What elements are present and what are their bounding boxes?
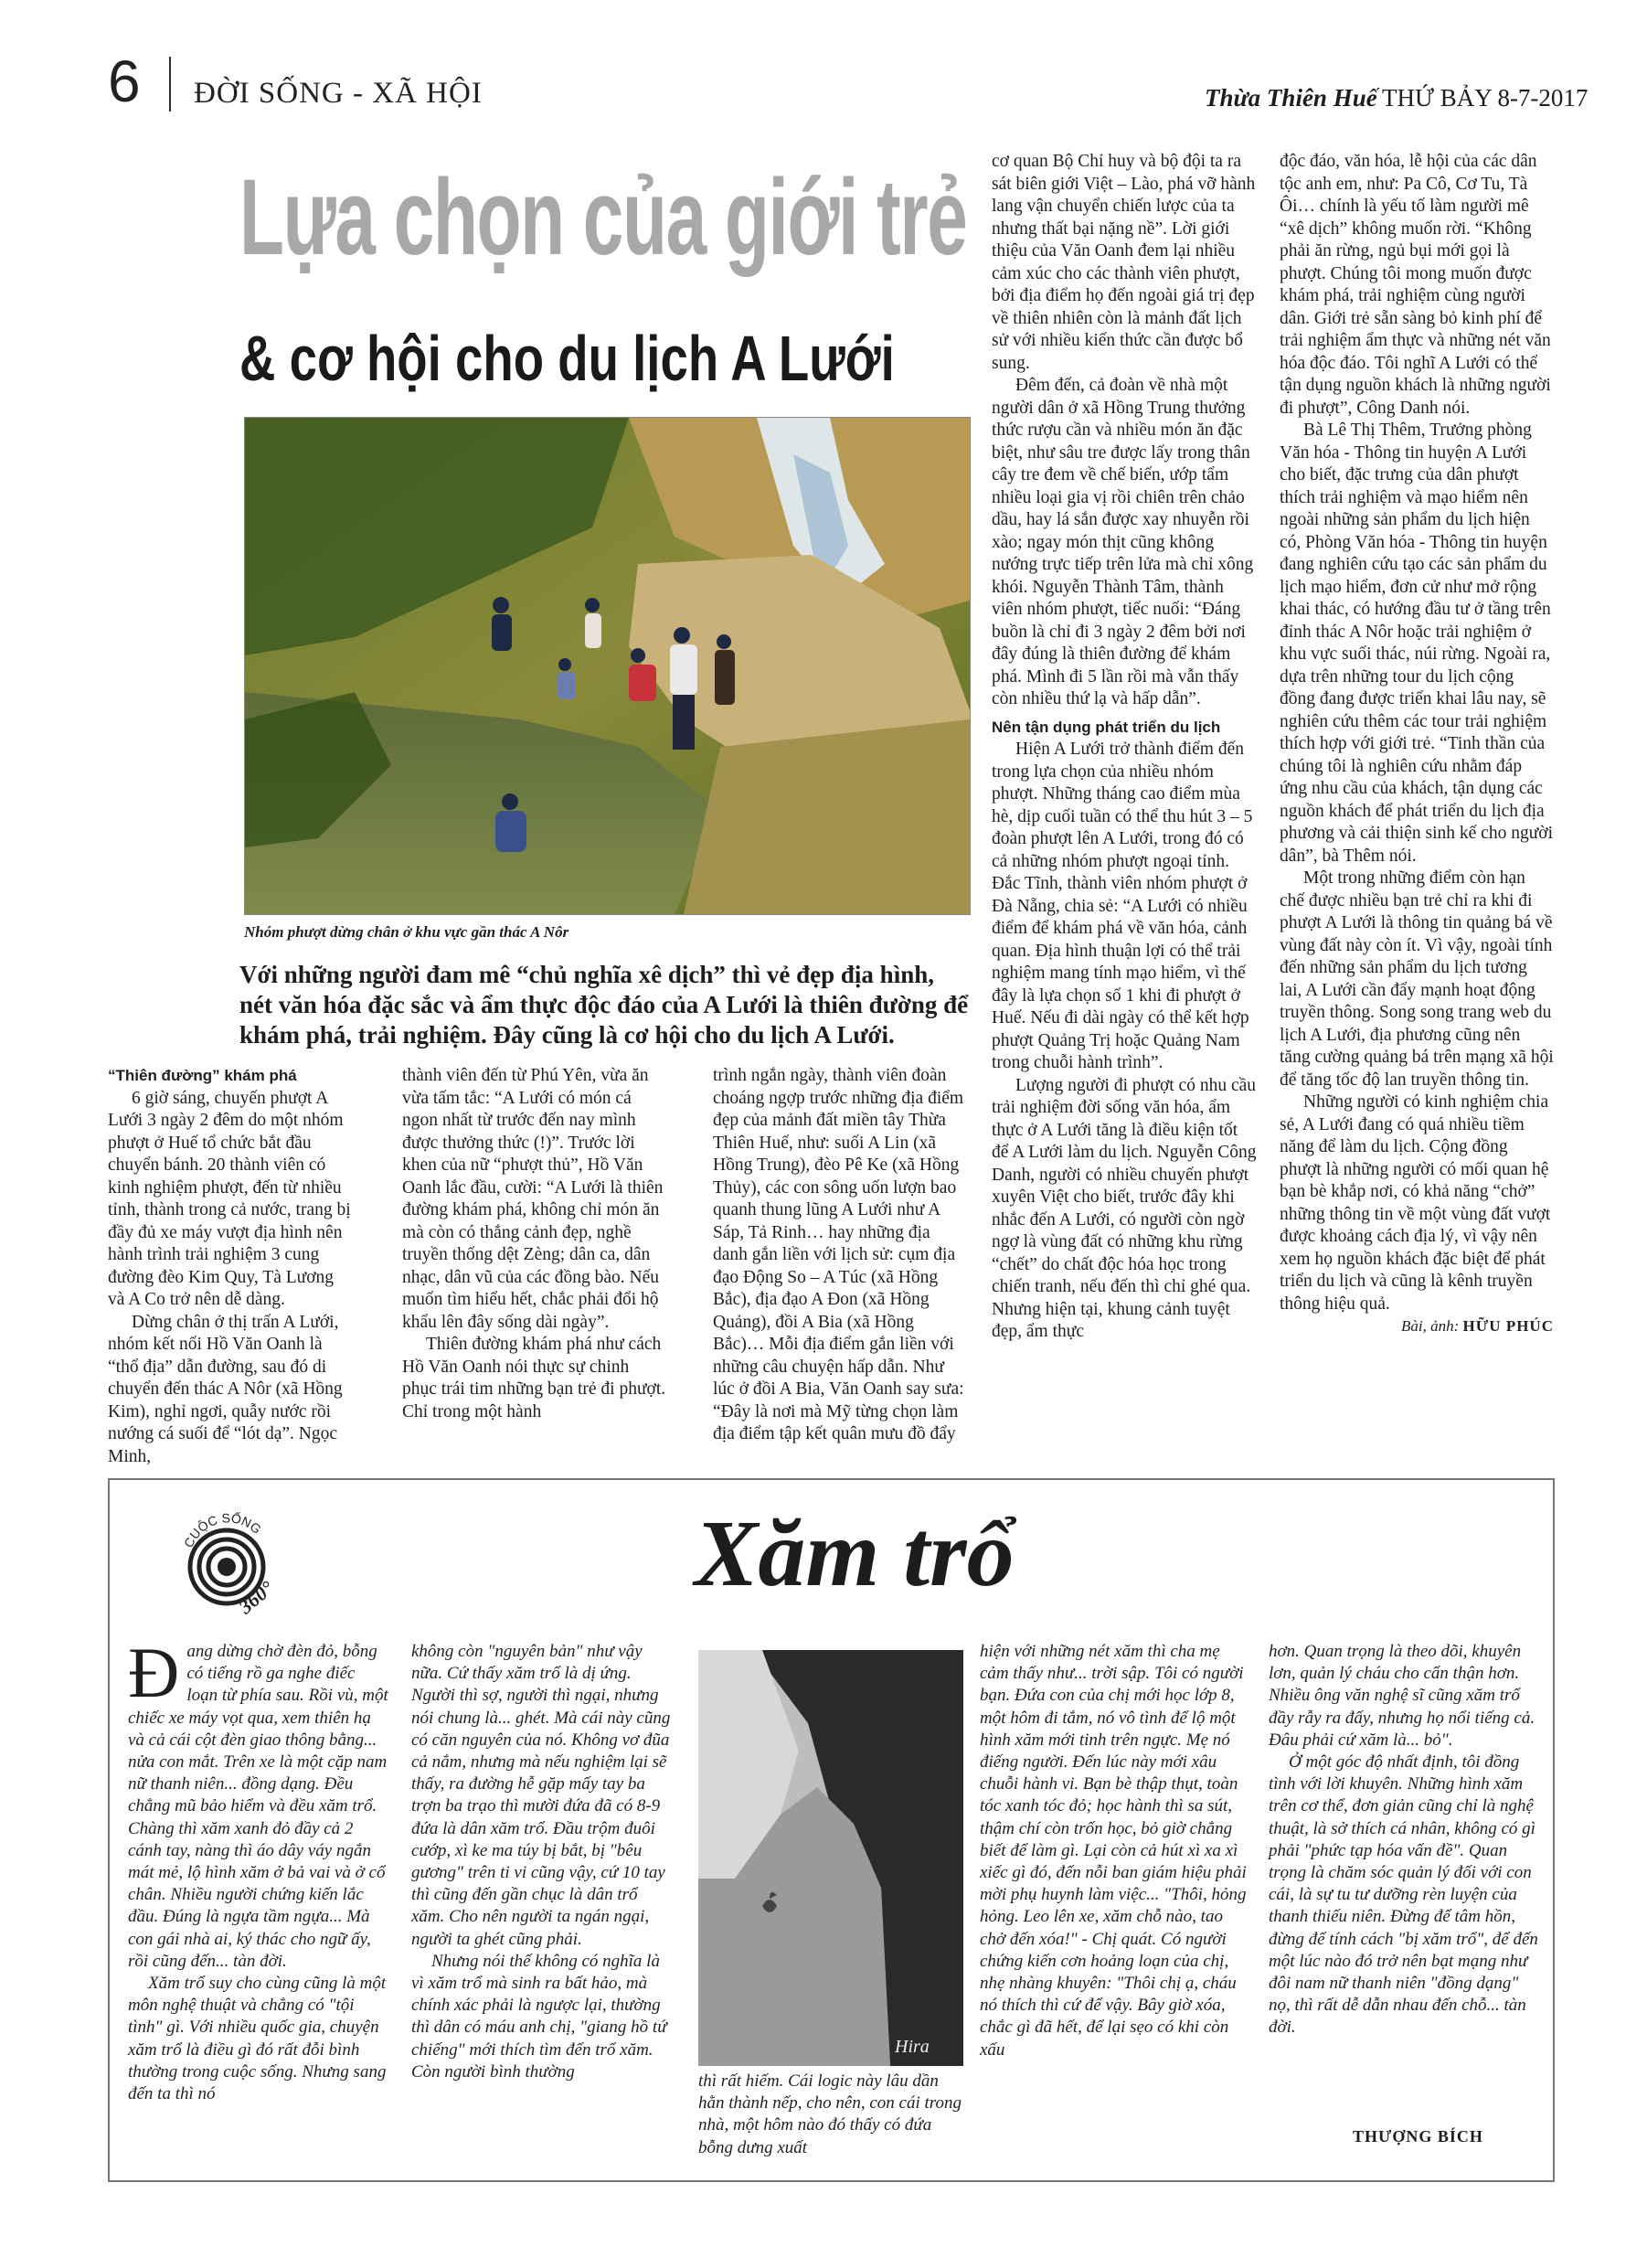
paragraph: thì rất hiếm. Cái logic này lâu dần hằn thành nếp, cho nên, con cái trong nhà, một hôm nào đó thấy có đứa bỗng dưng xuất — [698, 2071, 962, 2157]
column-text-2 — [411, 1641, 672, 2083]
logo-text: CUỘC SỐNG — [180, 1510, 265, 1550]
article-title-main: Lựa chọn của giới trẻ — [239, 157, 967, 278]
paragraph: Bà Lê Thị Thêm, Trưởng phòng Văn hóa - Thông tin huyện A Lưới cho biết, đặc trưng của dân phượt thích trải nghiệm và mạo hiểm nên ngoài những sản phẩm du lịch hiện có, Phòng Văn hóa - Thông tin huyện đang nghiên cứu tạo các sản phẩm du lịch mạo hiểm, đơn cử như mở rộng khai thác, có hướng đầu tư ở tầng trên đỉnh thác A Nôr hoặc trải nghiệm ở khu vực suối thác, núi rừng. Ngoài ra, dựa trên những tour du lịch cộng đồng đang được triển khai lâu nay, sẽ nghiên cứu thêm các tour trải nghiệm thích hợp với giới trẻ. “Tinh thần của chúng tôi là nghiên cứu nhằm đáp ứng nhu cầu của khách, tận dụng các nguồn khách để phát triển du lịch địa phương và cải thiện sinh kế cho người dân”, bà Thêm nói. — [1280, 421, 1553, 866]
paragraph: 6 giờ sáng, chuyến phượt A Lưới 3 ngày 2 đêm do một nhóm phượt ở Huế tổ chức bắt đầu chuyển bánh. 20 thành viên có kinh nghiệm phượt, đến từ nhiều tỉnh, thành trong cả nước, trang bị đầy đủ xe máy vượt địa hình nên hành trình trải nghiệm 3 cung đường đèo Kim Quy, Tà Lương và A Co trở nên dễ dàng. — [108, 1088, 351, 1309]
cuoc-song-360-logo — [179, 1508, 289, 1614]
photo-caption: Nhóm phượt dừng chân ở khu vực gần thác A Nôr — [244, 923, 569, 941]
paragraph: ang dừng chờ đèn đỏ, bỗng có tiếng rồ ga nghe điếc loạn từ phía sau. Rồi vù, một chiếc xe máy vọt qua, xem thiên hạ và cả cái cột đèn giao thông bằng... nửa con mắt. Trên xe là một cặp nam nữ thanh niên... đồng dạng. Đều chẳng mũ bảo hiểm và đều xăm trổ. Chàng thì xăm xanh đỏ đầy cả 2 cánh tay, nàng thì áo dây váy ngắn mát mẻ, lộ hình xăm ở bả vai và ở cổ chân. Nhiều người chứng kiến lắc đầu. Đúng là ngựa tầm ngựa... Mà con gái nhà ai, ký thác cho ngữ ấy, rồi cũng đến... tàn đời. — [128, 1642, 388, 1971]
subheading: Nên tận dụng phát triển du lịch — [992, 718, 1221, 736]
paragraph: Thiên đường khám phá như cách Hồ Văn Oanh nói thực sự chinh phục trái tim những bạn trẻ đi phượt. Chỉ trong một hành — [402, 1335, 666, 1421]
article-column-3 — [713, 1065, 969, 1446]
paragraph: Hiện A Lưới trở thành điểm đến trong lựa chọn của nhiều nhóm phượt. Những tháng cao điểm mùa hè, dịp cuối tuần có thể thu hút 3 – 5 đoàn phượt lên A Lưới, trong đó có cả những nhóm phượt ngoại tỉnh. Đắc Tĩnh, thành viên nhóm phượt ở Đà Nẵng, chia sẻ: “A Lưới có nhiều điểm để khám phá về văn hóa, cảnh quan. Địa hình thuận lợi có thể trải nghiệm mang tính mạo hiểm, vì thế đây là lựa chọn số 1 khi đi phượt ở Huế. Nếu đi dài ngày có thể kết hợp phượt Quảng Trị hoặc Quảng Nam trong chuỗi hành trình”. — [992, 740, 1253, 1072]
article-column-5 — [1280, 151, 1554, 1338]
paragraph: Những người có kinh nghiệm chia sẻ, A Lưới đang có quá nhiều tiềm năng để làm du lịch. Cộng đồng phượt là những người có mối quan hệ bạn bè khắp nơi, có khả năng “chở” những thông tin về một vùng đất vượt được khoảng cách địa lý, vì vậy nên xem họ nguồn khách đặc biệt để phát triển du lịch và cũng là kênh truyền thông hiệu quả. — [1280, 1092, 1551, 1314]
issue-date: THỨ BẢY 8-7-2017 — [1382, 84, 1589, 112]
paragraph: độc đáo, văn hóa, lễ hội của các dân tộc anh em, như: Pa Cô, Cơ Tu, Tà Ôi… chính là yếu tố làm người mê “xê dịch” không muốn rời. “Không phải ăn rừng, ngủ bụi mới gọi là phượt. Chúng tôi mong muốn được khám phá, trải nghiệm cùng người dân. Giới trẻ sẵn sàng bỏ kinh phí để trải nghiệm ẩm thực và những nét văn hóa độc đáo. Tôi nghĩ A Lưới có thể tận dụng nguồn khách là những người đi phượt”, Công Danh nói. — [1280, 152, 1551, 418]
subheading: “Thiên đường” khám phá — [108, 1067, 297, 1084]
paragraph: hiện với những nét xăm thì cha mẹ cảm thấy như... trời sập. Tôi có người bạn. Đứa con của chị mới học lớp 8, một hôm đi tắm, nó vô tình để lộ một hình xăm mới tinh trên ngực. Mẹ nó điếng người. Đến lúc này mới xâu chuỗi hành vi. Bạn bè thập thụt, toàn tóc xanh tóc đỏ; học hành thì sa sút, thậm chí còn trốn học, bỏ giờ chẳng biết để làm gì. Lại còn cả hút xì xa xì xiếc gì đó, đến nỗi ban giám hiệu phải mời phụ huynh làm việc... "Thôi, hỏng hỏng. Leo lên xe, xăm chỗ nào, tao chở đến xóa!" - Chị quát. Có người chứng kiến cơn hoảng loạn của chị, nhẹ nhàng khuyên: "Thôi chị ạ, cháu nó thích thì cứ để vậy. Bây giờ xóa, chắc gì đã hết, để lại sẹo có khi còn xấu — [980, 1642, 1247, 2060]
illustration-signature: Hira — [895, 2037, 930, 2057]
header-divider — [169, 57, 171, 112]
paragraph: Nhưng nói thế không có nghĩa là vì xăm trổ mà sinh ra bất hảo, mà chính xác phải là ngược lại, thường thì dân có máu anh chị, "giang hồ tứ chiếng" mới thích tìm đến trổ xăm. Còn người bình thường — [411, 1951, 667, 2082]
section-title: ĐỜI SỐNG - XÃ HỘI — [194, 77, 483, 110]
newspaper-name: Thừa Thiên Huế — [1205, 84, 1377, 112]
tattoo-illustration — [698, 1650, 963, 2066]
column-text-5 — [1269, 1641, 1538, 2039]
byline-prefix: Bài, ảnh: — [1401, 1317, 1460, 1335]
paragraph: thành viên đến từ Phú Yên, vừa ăn vừa tấm tắc: “A Lưới có món cá ngon nhất từ trước đến nay mình được thưởng thức (!)”. Trước lời khen của nữ “phượt thủ”, Hồ Văn Oanh lắc đầu, cười: “A Lưới là thiên đường khám phá, không chỉ món ăn mà còn có thắng cảnh đẹp, nghề truyền thống dệt Zèng; dân ca, dân nhạc, dân vũ của các đồng bào. Nếu muốn tìm hiểu hết, chắc phải đổi hộ khẩu lên đây sống dài ngày”. — [402, 1066, 664, 1332]
byline — [1280, 1315, 1554, 1338]
article-lead: Với những người đam mê “chủ nghĩa xê dịch” thì vẻ đẹp địa hình, nét văn hóa đặc sắc và ẩm thực độc đáo của A Lưới là thiên đường để khám phá, trải nghiệm. Đây cũng là cơ hội cho du lịch A Lưới. — [239, 961, 969, 1049]
byline-author: HỮU PHÚC — [1462, 1317, 1554, 1335]
article-column-1 — [108, 1065, 353, 1468]
article-column-4 — [992, 151, 1257, 1344]
article-title-sub: & cơ hội cho du lịch A Lưới — [239, 323, 895, 394]
article-column-2 — [402, 1065, 667, 1423]
logo-number: 360° — [234, 1576, 279, 1614]
paragraph: Lượng người đi phượt có nhu cầu trải nghiệm đời sống văn hóa, ẩm thực ở A Lưới tăng là điều kiện tốt để A Lưới làm du lịch. Nguyễn Công Danh, người có nhiều chuyến phượt xuyên Việt cho biết, trước đây khi nhắc đến A Lưới, có người còn ngờ ngợ là vùng đất có những khu rừng “chết” do chất độc hóa học trong chiến tranh, nếu đến thì chỉ ghé qua. Nhưng hiện tại, khung cảnh tuyệt đẹp, ẩm thực — [992, 1075, 1257, 1341]
paragraph: hơn. Quan trọng là theo dõi, khuyên lơn, quản lý cháu cho cẩn thận hơn. Nhiều ông văn nghệ sĩ cũng xăm trổ đầy rẫy ra đấy, nhưng họ nổi tiếng cả. Đâu phải cứ xăm là... bỏ". — [1269, 1642, 1535, 1750]
paragraph: cơ quan Bộ Chỉ huy và bộ đội ta ra sát biên giới Việt – Lào, phá vỡ hành lang vận chuyển chiến lược của ta nhưng thất bại nặng nề”. Lời giới thiệu của Văn Oanh đem lại nhiều cảm xúc cho các thành viên phượt, bởi địa điểm họ đến ngoài giá trị đẹp về thiên nhiên còn là mảnh đất lịch sử với nhiều kiến thức cần được bổ sung. — [992, 152, 1256, 373]
column-text-4 — [980, 1641, 1249, 2061]
column-text-1 — [128, 1633, 388, 2105]
paragraph: không còn "nguyên bản" như vậy nữa. Cứ thấy xăm trổ là dị ứng. Người thì sợ, người thì ngại, nhưng nói chung là... ghét. Mà cái này cũng có căn nguyên của nó. Không vơ đũa cả nắm, nhưng mà nếu nghiệm lại sẽ thấy, ra đường hễ gặp mấy tay ba trợn ba trạo thì mười đứa đã có 8-9 đứa là dân xăm trổ. Đầu trộm đuôi cướp, xì ke ma túy bị bắt, bị "bêu gương" trên ti vi cũng vậy, cứ 10 tay thì cũng đến gần chục là dân trổ xăm. Cho nên người ta ngán ngại, người ta ghét cũng phải. — [411, 1642, 671, 1949]
waterfall-photo-illustration — [245, 418, 970, 914]
page-number: 6 — [108, 48, 141, 114]
paragraph: Xăm trổ suy cho cùng cũng là một môn nghệ thuật và chẳng có "tội tình" gì. Với nhiều quốc gia, chuyện xăm trổ là điều gì đó rất đỗi bình thường trong cuộc sống. Nhưng sang đến ta thì nó — [128, 1974, 387, 2104]
paragraph: Đêm đến, cả đoàn về nhà một người dân ở xã Hồng Trung thưởng thức rượu cần và nhiều món ăn đặc biệt, như sâu tre được lấy trong thân cây tre đem về chế biến, ướp tẩm nhiều loại gia vị rồi chiên trên chảo dầu, hay lá sắn được xay nhuyễn rồi xào; ngay món thịt cũng không nướng trực tiếp trên lửa mà chỉ xông khói. Nguyễn Thành Tâm, thành viên nhóm phượt, tiếc nuối: “Đáng buồn là chỉ đi 3 ngày 2 đêm bởi nơi đây đúng là thiên đường để khám phá. Mình đi 5 lần rồi mà vẫn thấy còn nhiều thứ lạ và hấp dẫn”. — [992, 376, 1254, 708]
drop-cap: Đ — [128, 1633, 180, 1712]
column-text-3 — [698, 2071, 963, 2159]
paragraph: Ở một góc độ nhất định, tôi đồng tình với lời khuyên. Những hình xăm trên cơ thể, đơn giản cũng chỉ là nghệ thuật, là sở thích cá nhân, không có gì phải "phức tạp hóa vấn đề". Quan trọng là chăm sóc quản lý đối với con cái, là sự tu tư dưỡng rèn luyện của thanh thiếu niên. Đừng để tâm hồn, đừng để tính cách "bị xăm trổ", để đến một lúc nào đó trở nên bạt mạng như đôi nam nữ thanh niên "đồng dạng" nọ, thì rất dễ dẫn nhau đến chỗ... tàn đời. — [1269, 1752, 1538, 2038]
paragraph: Dừng chân ở thị trấn A Lưới, nhóm kết nối Hồ Văn Oanh là “thổ địa” dẫn đường, sau đó di chuyển đến thác A Nôr (xã Hồng Kim), nghỉ ngơi, quẫy nước rồi nướng cá suối để “lót dạ”. Ngọc Minh, — [108, 1312, 343, 1466]
article-photo — [244, 417, 971, 915]
column-title: Xăm trổ — [695, 1501, 1015, 1606]
paragraph: trình ngắn ngày, thành viên đoàn choáng ngợp trước những địa điểm đẹp của mảnh đất miền tây Thừa Thiên Huế, như: suối A Lin (xã Hồng Trung), đèo Pê Ke (xã Hồng Thủy), các con sông uốn lượn bao quanh thung lũng A Lưới như A Sáp, Tả Rinh… hay những địa danh gắn liền với lịch sử: cụm địa đạo Động So – A Túc (xã Hồng Bắc), địa đạo A Đon (xã Hồng Quảng), đồi A Bia (xã Hồng Bắc)… Mỗi địa điểm gắn liền với những câu chuyện hấp dẫn. Như lúc ở đồi A Bia, Văn Oanh say sưa: “Đây là nơi mà Mỹ từng chọn làm địa điểm tập kết quân mưu đồ đẩy — [713, 1066, 964, 1443]
column-author: THƯỢNG BÍCH — [1353, 2127, 1483, 2146]
paragraph: Một trong những điểm còn hạn chế được nhiều bạn trẻ chỉ ra khi đi phượt A Lưới là thông tin quảng bá về vùng đất này còn ít. Vì vậy, ngoài tính đến những sản phẩm du lịch tương lai, A Lưới cần đẩy mạnh hoạt động truyền thông. Song song trang web du lịch A Lưới, địa phương cũng nên tăng cường quảng bá trên mạng xã hội để tăng tốc độ lan truyền thông tin. — [1280, 868, 1554, 1090]
